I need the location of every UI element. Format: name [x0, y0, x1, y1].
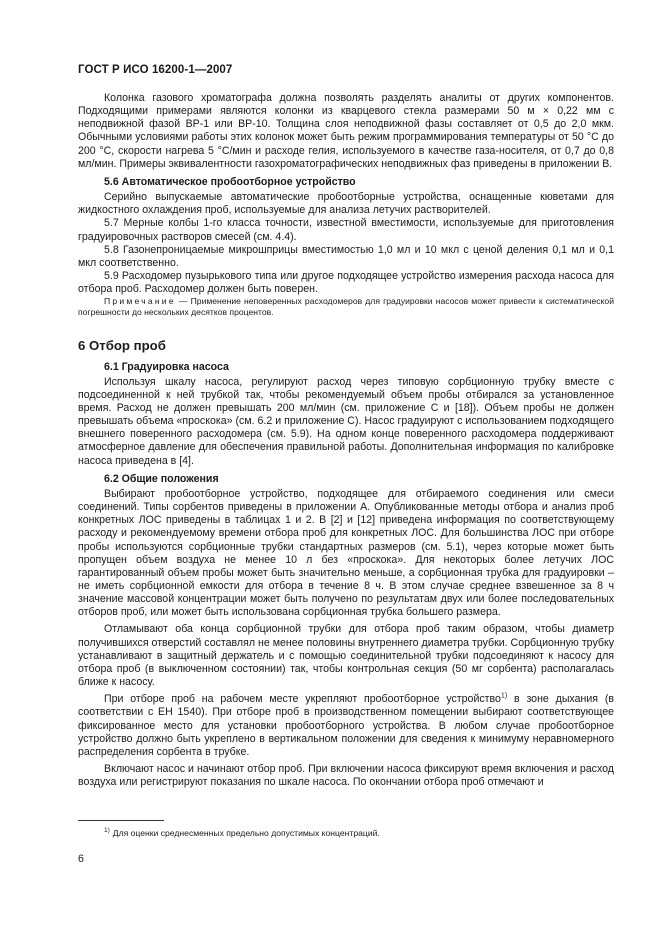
paragraph-6-1: Используя шкалу насоса, регулируют расход через типовую сорбционную трубку вместе с подсоединенной к ней трубкой так, чтобы рекомендуемый объем пробы отбирался за установленное время. Расход не должен превышать 200 мл/мин (см. приложение С и [18]). Объем пробы не должен превышать объема «проскока» (см. 6.2 и приложение С). Насос градуируют с использованием подходящего внешнего поверенного расходомера (см. 5.9). На одном конце поверенного расходомера поддерживают атмосферное давление для обеспечения правильной работы. Дополнительная информация по калибровке насоса приведена в [4]. — [78, 375, 614, 467]
note-label: Примечание — [104, 296, 176, 307]
footnote-divider — [78, 820, 164, 821]
page-number: 6 — [78, 853, 84, 865]
section-6-title: 6 Отбор проб — [78, 338, 166, 354]
heading-5-6: 5.6 Автоматическое пробоотборное устройство — [104, 175, 356, 188]
note-text: — Применение неповеренных расходомеров для градуировки насосов может привести к систематической погрешности до нескольких десятков процентов. — [78, 296, 614, 318]
footnote-mark: 1) — [104, 827, 110, 835]
paragraph-6-2-c-end: в зоне дыхания (в соответствии с ЕН 1540). При отборе проб в производственном помещении выбирают соответствующее фиксированное место для установки пробоотборного устройства. В любом случае пробоотборное устройство должно быть укреплено в вертикальном положении для сведения к минимуму неравномерного распределения сорбента в трубке. — [78, 693, 614, 758]
paragraph-5-9: 5.9 Расходомер пузырькового типа или другое подходящее устройство измерения расхода насоса для отбора проб. Расходомер должен быть поверен. — [78, 270, 614, 296]
paragraph-5-6: Серийно выпускаемые автоматические пробоотборные устройства, оснащенные кюветами для жидкостного охлаждения проб, используемые для анализа летучих растворителей. — [78, 191, 614, 217]
note — [78, 296, 614, 318]
paragraph-6-2-a: Выбирают пробоотборное устройство, подходящее для отбираемого соединения или смеси соединений. Типы сорбентов приведены в приложении А. Опубликованные методы отбора и анализ проб конкретных ЛОС приведены в таблицах 1 и 2. В [2] и [12] приведена информация по соответствующему расходу и рекомендуемому времени отбора проб для конкретных ЛОС. Для большинства ЛОС при отборе пробы используются сорбционные трубки стандартных размеров (см. 5.1), через которые может быть пропущен объем воздуха не менее 10 л без «проскока». Для некоторых более летучих ЛОС гарантированный объем пробы может быть значительно меньше, а сорбционная трубка для градуировки – не иметь сорбционной емкости для отбора в течение 8 ч. В этом случае среднее взвешенное за 8 ч значение массовой концентрации может быть получено по результатам двух или более последовательных отборов проб, или может быть использована сорбционная трубка большего размера. — [78, 487, 614, 619]
footnote-reference[interactable]: 1) — [500, 692, 508, 700]
footnote-text: Для оценки среднесменных предельно допустимых концентраций. — [112, 828, 380, 838]
paragraph-column-description: Колонка газового хроматографа должна позволять разделять аналиты от других компонентов. Подходящими примерами являются колонки из кварцевого стекла размерами 50 м × 0,22 мм с неподвижной фазой ВР-1 или ВР-10. Толщина слоя неподвижной фазы составляет от 0,5 до 2,0 мкм. Обычными условиями работы этих колонок может быть режим программирования температуры от 50 °С до 200 °С, скорости нагрева 5 °С/мин и расходе гелия, используемого в качестве газа-носителя, от 0,7 до 0,8 мл/мин. Примеры эквивалентности газохроматографических неподвижных фаз приведены в приложении В. — [78, 92, 614, 170]
heading-6-2: 6.2 Общие положения — [104, 472, 219, 485]
body-text — [78, 92, 614, 789]
paragraph-6-2-d: Включают насос и начинают отбор проб. При включении насоса фиксируют время включения и расход воздуха или регистрируют показания по шкале насоса. По окончании отбора проб отмечают и — [78, 763, 614, 789]
paragraph-5-7: 5.7 Мерные колбы 1-го класса точности, известной вместимости, используемые для приготовления градуировочных растворов смесей (см. 4.4). — [78, 217, 614, 243]
paragraph-5-8: 5.8 Газонепроницаемые микрошприцы вместимостью 1,0 мл и 10 мкл с ценой деления 0,1 мл и 0,1 мкл соответственно. — [78, 243, 614, 269]
document-header: ГОСТ Р ИСО 16200-1—2007 — [78, 64, 233, 76]
heading-6-1: 6.1 Градуировка насоса — [104, 360, 229, 373]
paragraph-6-2-c — [78, 693, 614, 759]
paragraph-6-2-b: Отламывают оба конца сорбционной трубки для отбора проб таким образом, чтобы диаметр получившихся отверстий составлял не менее половины внутреннего диаметра трубки. Сорбционную трубку устанавливают в защитный держатель и с помощью соединительной трубки подсоединяют к насосу для отбора проб (в выключенном состоянии) так, чтобы контрольная секция (50 мг сорбента) располагалась ближе к насосу. — [78, 623, 614, 689]
paragraph-6-2-c-start: При отборе проб на рабочем месте укрепляют пробоотборное устройство — [104, 693, 501, 706]
footnote — [104, 828, 380, 839]
